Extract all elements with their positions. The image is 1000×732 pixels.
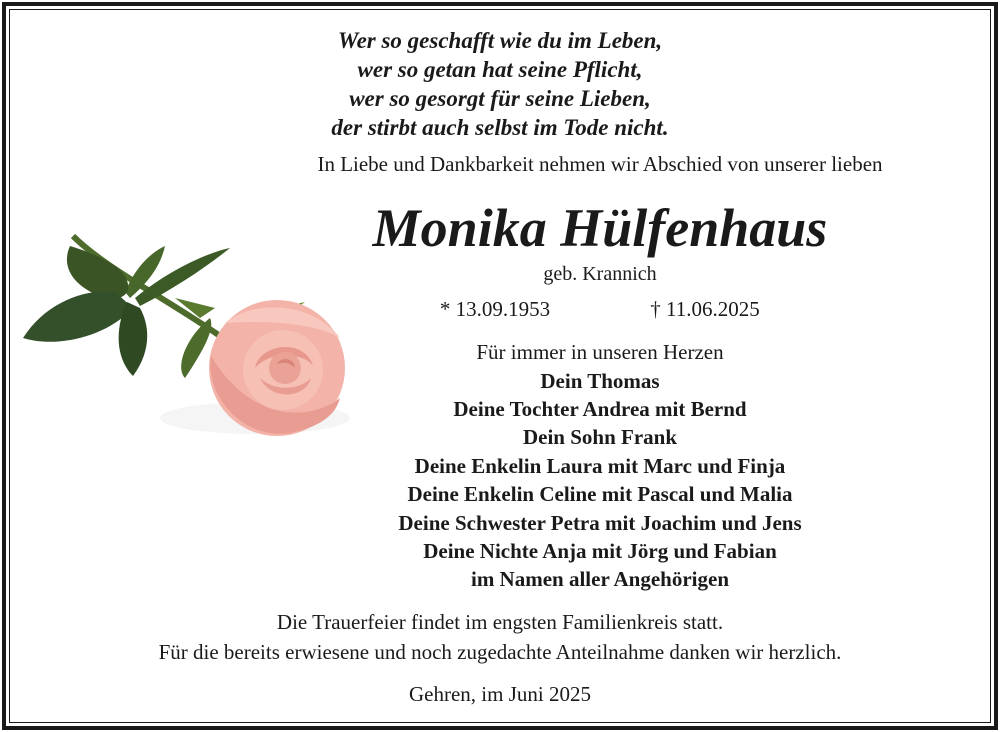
maiden-name: geb. Krannich [543, 263, 657, 285]
notice-line-2: Für die bereits erwiesene und noch zugedachte Anteilnahme danken wir herzlich. [158, 640, 842, 664]
mourner-line: Dein Sohn Frank [522, 425, 678, 449]
mourner-line: Dein Thomas [540, 369, 660, 393]
poem-line-4: der stirbt auch selbst im Tode nicht. [331, 115, 669, 140]
place-date: Gehren, im Juni 2025 [409, 682, 591, 706]
poem-line-1: Wer so geschafft wie du im Leben, [337, 28, 663, 53]
mourner-line: Deine Schwester Petra mit Joachim und Jens [398, 511, 802, 535]
mourner-line: Deine Enkelin Laura mit Marc und Finja [414, 454, 786, 478]
death-date: † 11.06.2025 [650, 297, 760, 321]
mourner-line: Deine Nichte Anja mit Jörg und Fabian [423, 539, 777, 563]
intro-text: In Liebe und Dankbarkeit nehmen wir Abschied von unserer lieben [317, 152, 883, 176]
birth-date: * 13.09.1953 [439, 297, 551, 321]
mourner-line: im Namen aller Angehörigen [470, 567, 729, 591]
mourner-line: Deine Enkelin Celine mit Pascal und Malia [407, 482, 793, 506]
poem-line-2: wer so getan hat seine Pflicht, [357, 57, 643, 82]
deceased-name: Monika Hülfenhaus [372, 198, 828, 258]
mourner-line: Deine Tochter Andrea mit Bernd [453, 397, 747, 421]
poem-line-3: wer so gesorgt für seine Lieben, [349, 86, 651, 111]
notice-line-1: Die Trauerfeier findet im engsten Familienkreis statt. [276, 610, 724, 634]
closing-line: Für immer in unseren Herzen [476, 340, 724, 364]
